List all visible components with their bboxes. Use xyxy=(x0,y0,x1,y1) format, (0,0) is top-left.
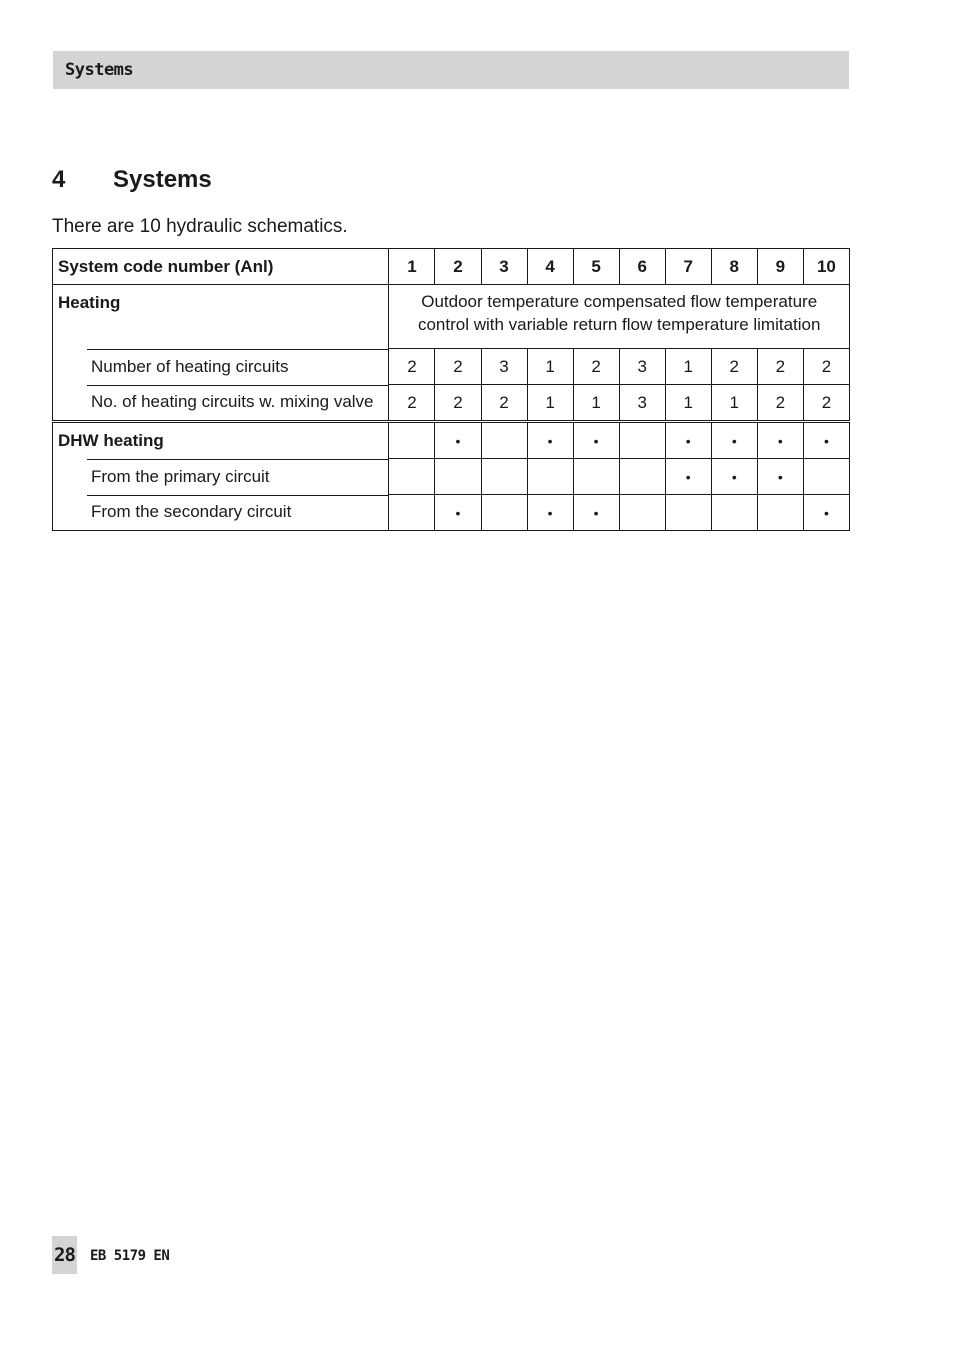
chapter-heading xyxy=(52,166,212,194)
heating-sub-label: Number of heating circuits xyxy=(53,349,389,385)
table-cell xyxy=(389,459,435,495)
table-cell: • xyxy=(573,495,619,531)
table-cell xyxy=(619,459,665,495)
running-header xyxy=(53,51,849,89)
systems-table xyxy=(52,248,850,531)
table-cell: 2 xyxy=(389,349,435,385)
heating-row xyxy=(53,285,850,349)
dhw-row xyxy=(53,422,850,459)
table-cell: 3 xyxy=(619,349,665,385)
heating-description-line: Outdoor temperature compensated flow temperature xyxy=(421,292,818,311)
table-cell: 2 xyxy=(803,385,849,422)
table-cell: • xyxy=(665,422,711,459)
dhw-sub-label: From the primary circuit xyxy=(53,459,389,495)
table.dhw-sub-row xyxy=(53,495,850,531)
table-cell: • xyxy=(803,422,849,459)
table-header-row xyxy=(53,249,850,285)
running-header-title: Systems xyxy=(65,60,134,80)
table.heating-sub-row xyxy=(53,349,850,385)
table-cell xyxy=(389,422,435,459)
table-cell: 1 xyxy=(665,385,711,422)
table-cell: 2 xyxy=(757,385,803,422)
table-cell: 2 xyxy=(435,349,481,385)
heating-sub-label: No. of heating circuits w. mixing valve xyxy=(53,385,389,422)
table-cell xyxy=(573,459,619,495)
table-header-label: System code number (Anl) xyxy=(53,249,389,285)
column-header: 3 xyxy=(481,249,527,285)
table-cell: 1 xyxy=(527,349,573,385)
heating-description-line: control with variable return flow temperature limitation xyxy=(417,315,821,334)
table-cell xyxy=(619,495,665,531)
table-cell: • xyxy=(527,495,573,531)
column-header: 8 xyxy=(711,249,757,285)
table-cell: • xyxy=(435,495,481,531)
table-cell: • xyxy=(573,422,619,459)
table-cell xyxy=(619,422,665,459)
table-cell: • xyxy=(665,459,711,495)
column-header: 10 xyxy=(803,249,849,285)
table-cell xyxy=(711,495,757,531)
table-cell: 2 xyxy=(573,349,619,385)
table-cell: 2 xyxy=(481,385,527,422)
table.heating-sub-row xyxy=(53,385,850,422)
table-cell: • xyxy=(527,422,573,459)
dhw-sub-label: From the secondary circuit xyxy=(53,495,389,531)
column-header: 2 xyxy=(435,249,481,285)
column-header: 4 xyxy=(527,249,573,285)
table-cell: 3 xyxy=(619,385,665,422)
dhw-label: DHW heating xyxy=(53,422,389,459)
table-cell: • xyxy=(711,422,757,459)
table-cell xyxy=(665,495,711,531)
column-header: 5 xyxy=(573,249,619,285)
table-cell: • xyxy=(711,459,757,495)
table-cell: 1 xyxy=(527,385,573,422)
table-cell: • xyxy=(435,422,481,459)
table.dhw-sub-row xyxy=(53,459,850,495)
table-cell: 1 xyxy=(665,349,711,385)
chapter-number: 4 xyxy=(52,166,66,193)
table-cell: 2 xyxy=(711,349,757,385)
table-cell: 2 xyxy=(435,385,481,422)
table-cell: 2 xyxy=(803,349,849,385)
heating-description xyxy=(389,285,850,349)
chapter-title: Systems xyxy=(113,166,212,193)
table-cell: 3 xyxy=(481,349,527,385)
table-cell: • xyxy=(803,495,849,531)
table-cell xyxy=(481,422,527,459)
table-cell: • xyxy=(757,422,803,459)
table-cell xyxy=(481,495,527,531)
column-header: 1 xyxy=(389,249,435,285)
table-cell: 2 xyxy=(757,349,803,385)
heating-label: Heating xyxy=(53,285,389,349)
table-cell: 1 xyxy=(711,385,757,422)
table-cell xyxy=(527,459,573,495)
table-cell xyxy=(435,459,481,495)
table-cell xyxy=(481,459,527,495)
table-cell xyxy=(757,495,803,531)
document-code: EB 5179 EN xyxy=(90,1248,170,1264)
column-header: 9 xyxy=(757,249,803,285)
table-cell xyxy=(389,495,435,531)
table-cell: • xyxy=(757,459,803,495)
column-header: 7 xyxy=(665,249,711,285)
table-cell xyxy=(803,459,849,495)
table-cell: 2 xyxy=(389,385,435,422)
intro-text: There are 10 hydraulic schematics. xyxy=(52,216,348,237)
page-number: 28 xyxy=(52,1236,77,1274)
column-header: 6 xyxy=(619,249,665,285)
table-cell: 1 xyxy=(573,385,619,422)
